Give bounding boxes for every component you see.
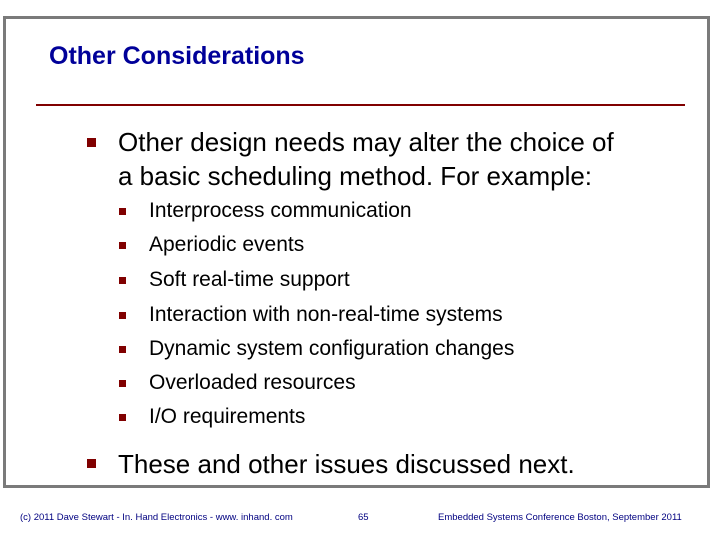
sub-bullet-text: Soft real-time support bbox=[149, 268, 350, 291]
slide-title: Other Considerations bbox=[49, 42, 305, 70]
sub-bullet-marker bbox=[119, 312, 126, 319]
title-divider bbox=[36, 104, 685, 106]
sub-bullet-marker bbox=[119, 346, 126, 353]
footer-page-number: 65 bbox=[358, 512, 369, 523]
sub-bullet-text: Overloaded resources bbox=[149, 371, 356, 394]
bullet-marker bbox=[87, 459, 96, 468]
sub-bullet-text: Interaction with non-real-time systems bbox=[149, 303, 503, 326]
bullet-line: Other design needs may alter the choice of bbox=[118, 127, 614, 157]
sub-bullet-marker bbox=[119, 208, 126, 215]
sub-bullet-text: Aperiodic events bbox=[149, 233, 305, 256]
sub-bullet-text: Interprocess communication bbox=[149, 199, 412, 222]
sub-bullet-marker bbox=[119, 414, 126, 421]
bullet-text bbox=[118, 125, 614, 193]
sub-bullet-marker bbox=[119, 380, 126, 387]
sub-bullet-text: Dynamic system configuration changes bbox=[149, 337, 515, 360]
bullet-marker bbox=[87, 138, 96, 147]
footer-event: Embedded Systems Conference Boston, September 2011 bbox=[438, 512, 682, 523]
sub-bullet-marker bbox=[119, 277, 126, 284]
sub-bullet-marker bbox=[119, 242, 126, 249]
slide-frame bbox=[3, 16, 710, 488]
sub-bullet-text: I/O requirements bbox=[149, 405, 306, 428]
bullet-line: These and other issues discussed next. bbox=[118, 449, 575, 479]
bullet-text bbox=[118, 447, 575, 481]
footer-copyright: (c) 2011 Dave Stewart - In. Hand Electronics - www. inhand. com bbox=[20, 512, 293, 523]
bullet-line: a basic scheduling method. For example: bbox=[118, 161, 593, 191]
